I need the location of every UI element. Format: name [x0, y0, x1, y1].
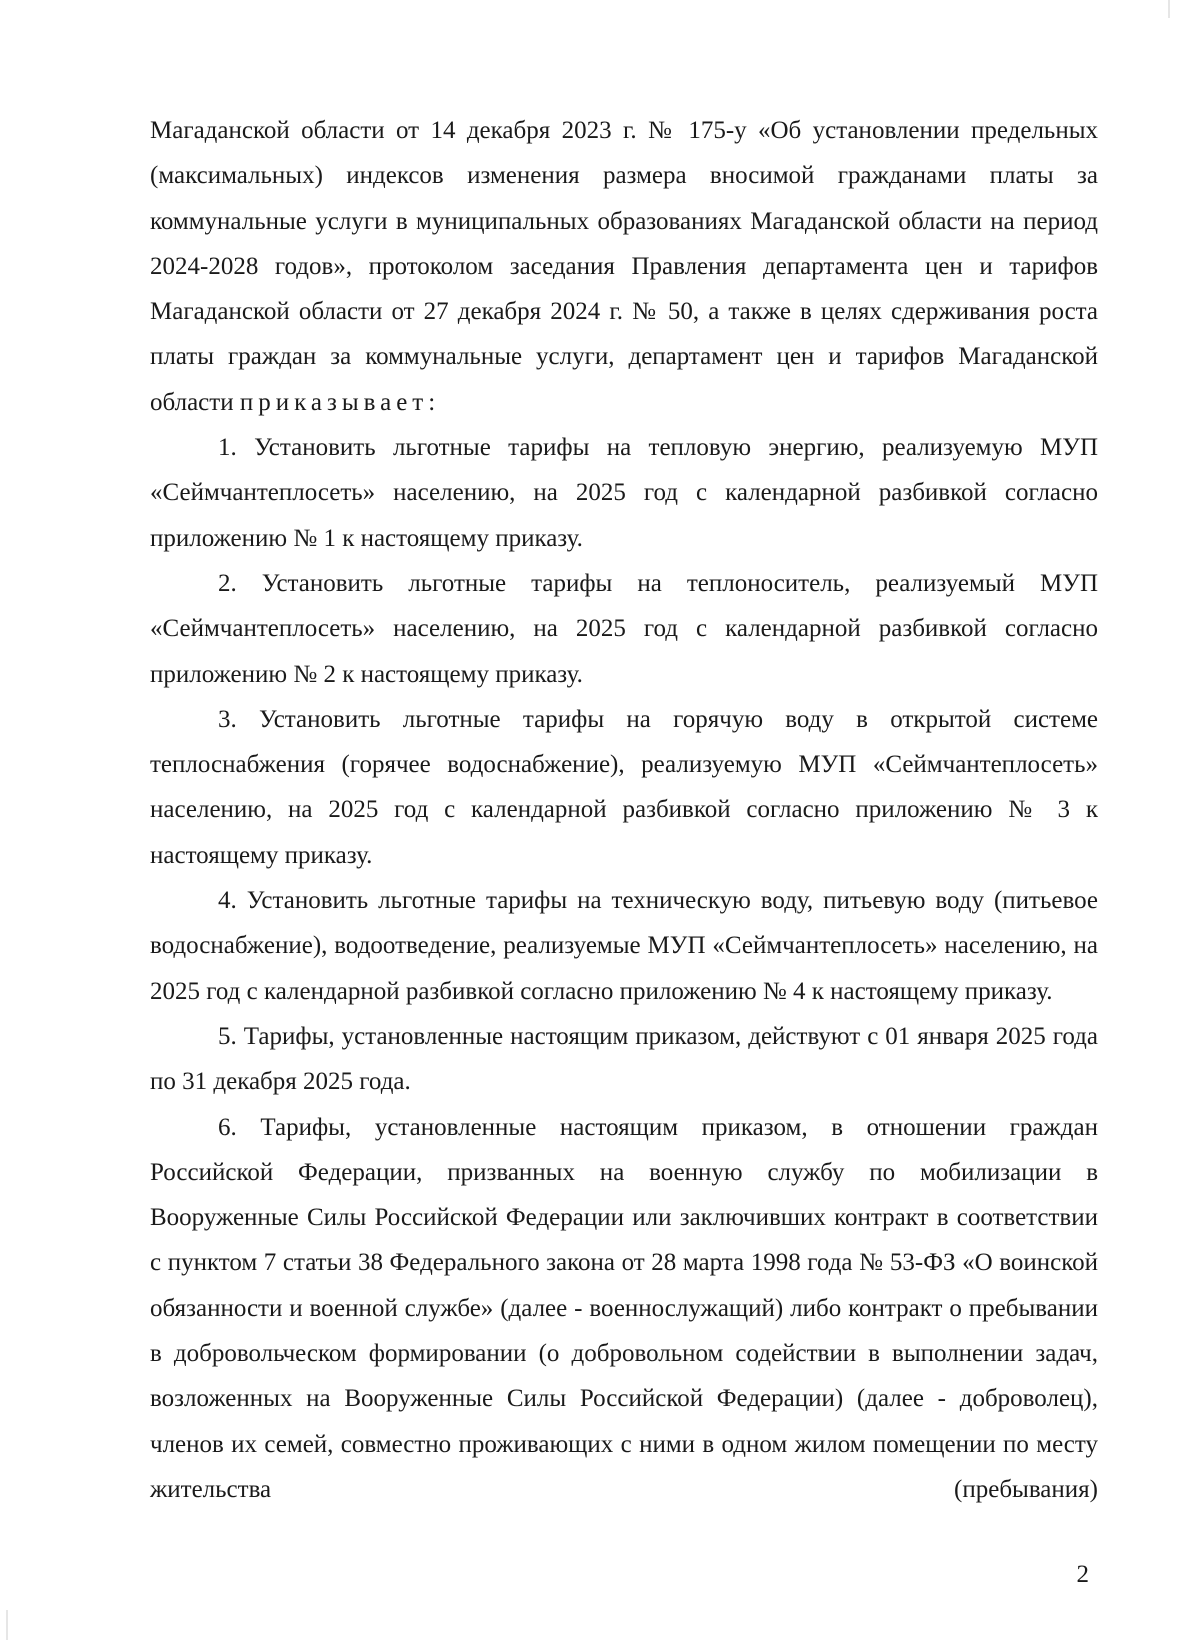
scan-edge-mark-left — [6, 1610, 8, 1640]
clause-2: 2. Установить льготные тарифы на теплоноситель, реализуемый МУП «Сеймчантеплосеть» населению, на 2025 год с календарной разбивкой согласно приложению № 2 к настоящему приказу. — [150, 569, 1098, 688]
document-body — [150, 108, 1098, 1512]
clause-5: 5. Тарифы, установленные настоящим приказом, действуют с 01 января 2025 года по 31 декабря 2025 года. — [150, 1022, 1098, 1096]
intro-end: : — [428, 388, 436, 416]
clause-6: 6. Тарифы, установленные настоящим приказом, в отношении граждан Российской Федерации, призванных на военную службу по мобилизации в Вооруженные Силы Российской Федерации или заключивших контракт в соответствии с пунктом 7 статьи 38 Федерального закона от 28 марта 1998 года № 53-ФЗ «О воинской обязанности и военной службе» (далее - военнослужащий) либо контракт о пребывании в добровольческом формировании (о добровольном содействии в выполнении задач, возложенных на Вооруженные Силы Российской Федерации) (далее - доброволец), членов их семей, совместно проживающих с ними в одном жилом помещении по месту жительства (пребывания) — [150, 1113, 1098, 1503]
page-number: 2 — [1076, 1561, 1089, 1588]
scan-edge-mark-top — [1168, 0, 1170, 18]
clause-3: 3. Установить льготные тарифы на горячую воду в открытой системе теплоснабжения (горячее водоснабжение), реализуемую МУП «Сеймчантеплосеть» населению, на 2025 год с календарной разбивкой согласно приложению № 3 к настоящему приказу. — [150, 705, 1098, 869]
clause-4: 4. Установить льготные тарифы на техническую воду, питьевую воду (питьевое водоснабжение), водоотведение, реализуемые МУП «Сеймчантеплосеть» населению, на 2025 год с календарной разбивкой согласно приложению № 4 к настоящему приказу. — [150, 887, 1098, 1005]
clause-1: 1. Установить льготные тарифы на тепловую энергию, реализуемую МУП «Сеймчантеплосеть» населению, на 2025 год с календарной разбивкой согласно приложению № 1 к настоящему приказу. — [150, 434, 1098, 552]
intro-paragraph — [150, 108, 1098, 425]
intro-text: Магаданской области от 14 декабря 2023 г. № 175-у «Об установлении предельных (максимальных) индексов изменения размера вносимой гражданами платы за коммунальные услуги в муниципальных образованиях Магаданской области на период 2024-2028 годов», протоколом заседания Правления департамента цен и тарифов Магаданской области от 27 декабря 2024 г. № 50, а также в целях сдерживания роста платы граждан за коммунальные услуги, департамент цен и тарифов Магаданской области — [150, 117, 1098, 416]
order-keyword: приказывает — [239, 388, 429, 416]
